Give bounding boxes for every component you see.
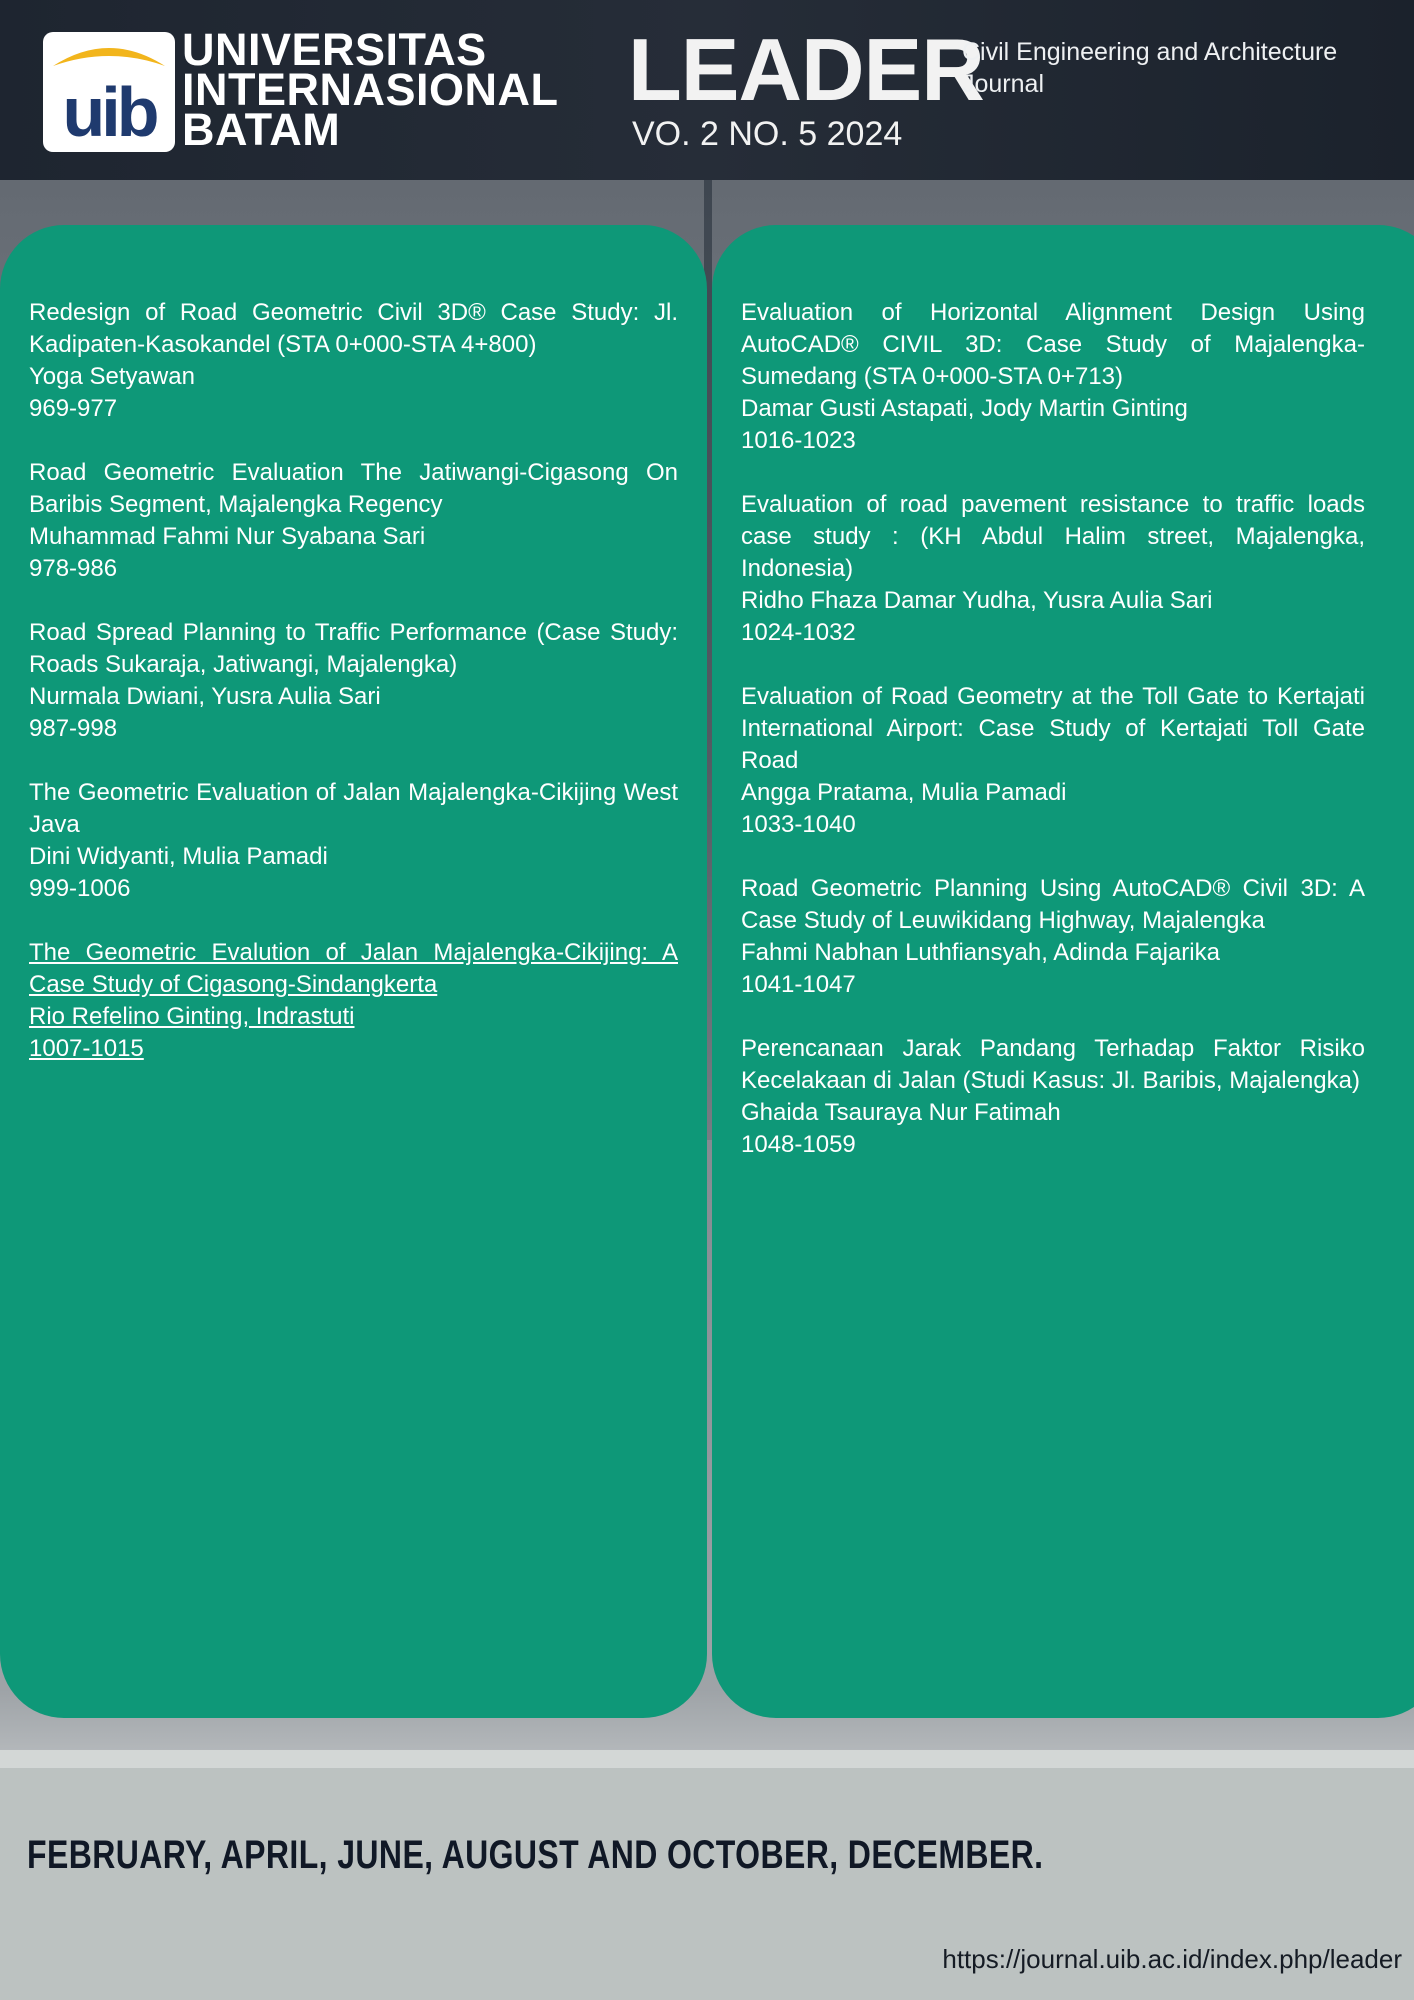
article-pages: 1033-1040 bbox=[741, 811, 856, 838]
header-bar bbox=[0, 0, 1414, 180]
uib-logo-icon bbox=[43, 32, 175, 152]
article-authors: Yoga Setyawan bbox=[29, 363, 195, 390]
article-authors: Dini Widyanti, Mulia Pamadi bbox=[29, 843, 328, 870]
article-entry[interactable] bbox=[29, 297, 678, 425]
article-title[interactable]: Evaluation of Horizontal Alignment Design Using AutoCAD® CIVIL 3D: Case Study of Majalengka-Sumedang (STA 0+000-STA 0+713) bbox=[741, 299, 1365, 390]
article-entry[interactable] bbox=[29, 457, 678, 585]
article-pages: 978-986 bbox=[29, 555, 118, 582]
article-authors: Angga Pratama, Mulia Pamadi bbox=[741, 779, 1067, 806]
article-title[interactable]: Redesign of Road Geometric Civil 3D® Case Study: Jl. Kadipaten-Kasokandel (STA 0+000-STA 4+800) bbox=[29, 299, 678, 358]
article-title-link[interactable]: The Geometric Evalution of Jalan Majalengka-Cikijing: A Case Study of Cigasong-Sindangkerta bbox=[29, 939, 678, 998]
journal-subtitle: Civil Engineering and Architecture Journal bbox=[962, 38, 1338, 98]
article-entry[interactable] bbox=[29, 617, 678, 745]
article-title[interactable]: The Geometric Evaluation of Jalan Majalengka-Cikijing West Java bbox=[29, 779, 678, 838]
left-article-panel bbox=[0, 225, 707, 1718]
article-pages: 987-998 bbox=[29, 715, 118, 742]
article-title[interactable]: Road Geometric Evaluation The Jatiwangi-Cigasong On Baribis Segment, Majalengka Regency bbox=[29, 459, 678, 518]
uib-logo bbox=[43, 32, 175, 152]
right-article-panel bbox=[712, 225, 1414, 1718]
article-pages: 1016-1023 bbox=[741, 427, 856, 454]
article-entry[interactable] bbox=[741, 1033, 1365, 1161]
article-title[interactable]: Evaluation of road pavement resistance to traffic loads case study : (KH Abdul Halim street, Majalengka, Indonesia) bbox=[741, 491, 1365, 582]
article-authors-link[interactable]: Rio Refelino Ginting, Indrastuti bbox=[29, 1003, 355, 1030]
article-title[interactable]: Evaluation of Road Geometry at the Toll Gate to Kertajati International Airport: Case Study of Kertajati Toll Gate Road bbox=[741, 683, 1365, 774]
article-pages: 999-1006 bbox=[29, 875, 131, 902]
article-pages-link[interactable]: 1007-1015 bbox=[29, 1035, 144, 1062]
article-authors: Fahmi Nabhan Luthfiansyah, Adinda Fajarika bbox=[741, 939, 1220, 966]
article-title[interactable]: Road Spread Planning to Traffic Performance (Case Study: Roads Sukaraja, Jatiwangi, Majalengka) bbox=[29, 619, 678, 678]
article-pages: 1024-1032 bbox=[741, 619, 856, 646]
footer-divider bbox=[0, 1750, 1414, 1768]
article-entry[interactable] bbox=[741, 297, 1365, 457]
article-authors: Damar Gusti Astapati, Jody Martin Ginting bbox=[741, 395, 1188, 422]
article-title[interactable]: Perencanaan Jarak Pandang Terhadap Faktor Risiko Kecelakaan di Jalan (Studi Kasus: Jl. Baribis, Majalengka) bbox=[741, 1035, 1365, 1094]
article-pages: 1048-1059 bbox=[741, 1131, 856, 1158]
journal-url[interactable]: https://journal.uib.ac.id/index.php/leader bbox=[942, 1944, 1402, 1974]
svg-text:uib: uib bbox=[62, 73, 156, 151]
article-entry[interactable] bbox=[741, 489, 1365, 649]
article-authors: Nurmala Dwiani, Yusra Aulia Sari bbox=[29, 683, 381, 710]
university-name: UNIVERSITAS INTERNASIONAL BATAM bbox=[182, 24, 559, 155]
issue-number: VO. 2 NO. 5 2024 bbox=[632, 115, 903, 153]
article-entry[interactable] bbox=[29, 777, 678, 905]
article-title[interactable]: Road Geometric Planning Using AutoCAD® Civil 3D: A Case Study of Leuwikidang Highway, Majalengka bbox=[741, 875, 1365, 934]
article-entry[interactable] bbox=[741, 681, 1365, 841]
article-pages: 1041-1047 bbox=[741, 971, 856, 998]
article-entry[interactable] bbox=[741, 873, 1365, 1001]
article-authors: Muhammad Fahmi Nur Syabana Sari bbox=[29, 523, 426, 550]
article-entry-link[interactable] bbox=[29, 937, 678, 1065]
article-authors: Ridho Fhaza Damar Yudha, Yusra Aulia Sari bbox=[741, 587, 1213, 614]
journal-title: LEADER bbox=[628, 20, 984, 119]
article-authors: Ghaida Tsauraya Nur Fatimah bbox=[741, 1099, 1061, 1126]
publication-schedule: FEBRUARY, APRIL, JUNE, AUGUST AND OCTOBER, DECEMBER. bbox=[27, 1833, 1044, 1877]
article-pages: 969-977 bbox=[29, 395, 118, 422]
